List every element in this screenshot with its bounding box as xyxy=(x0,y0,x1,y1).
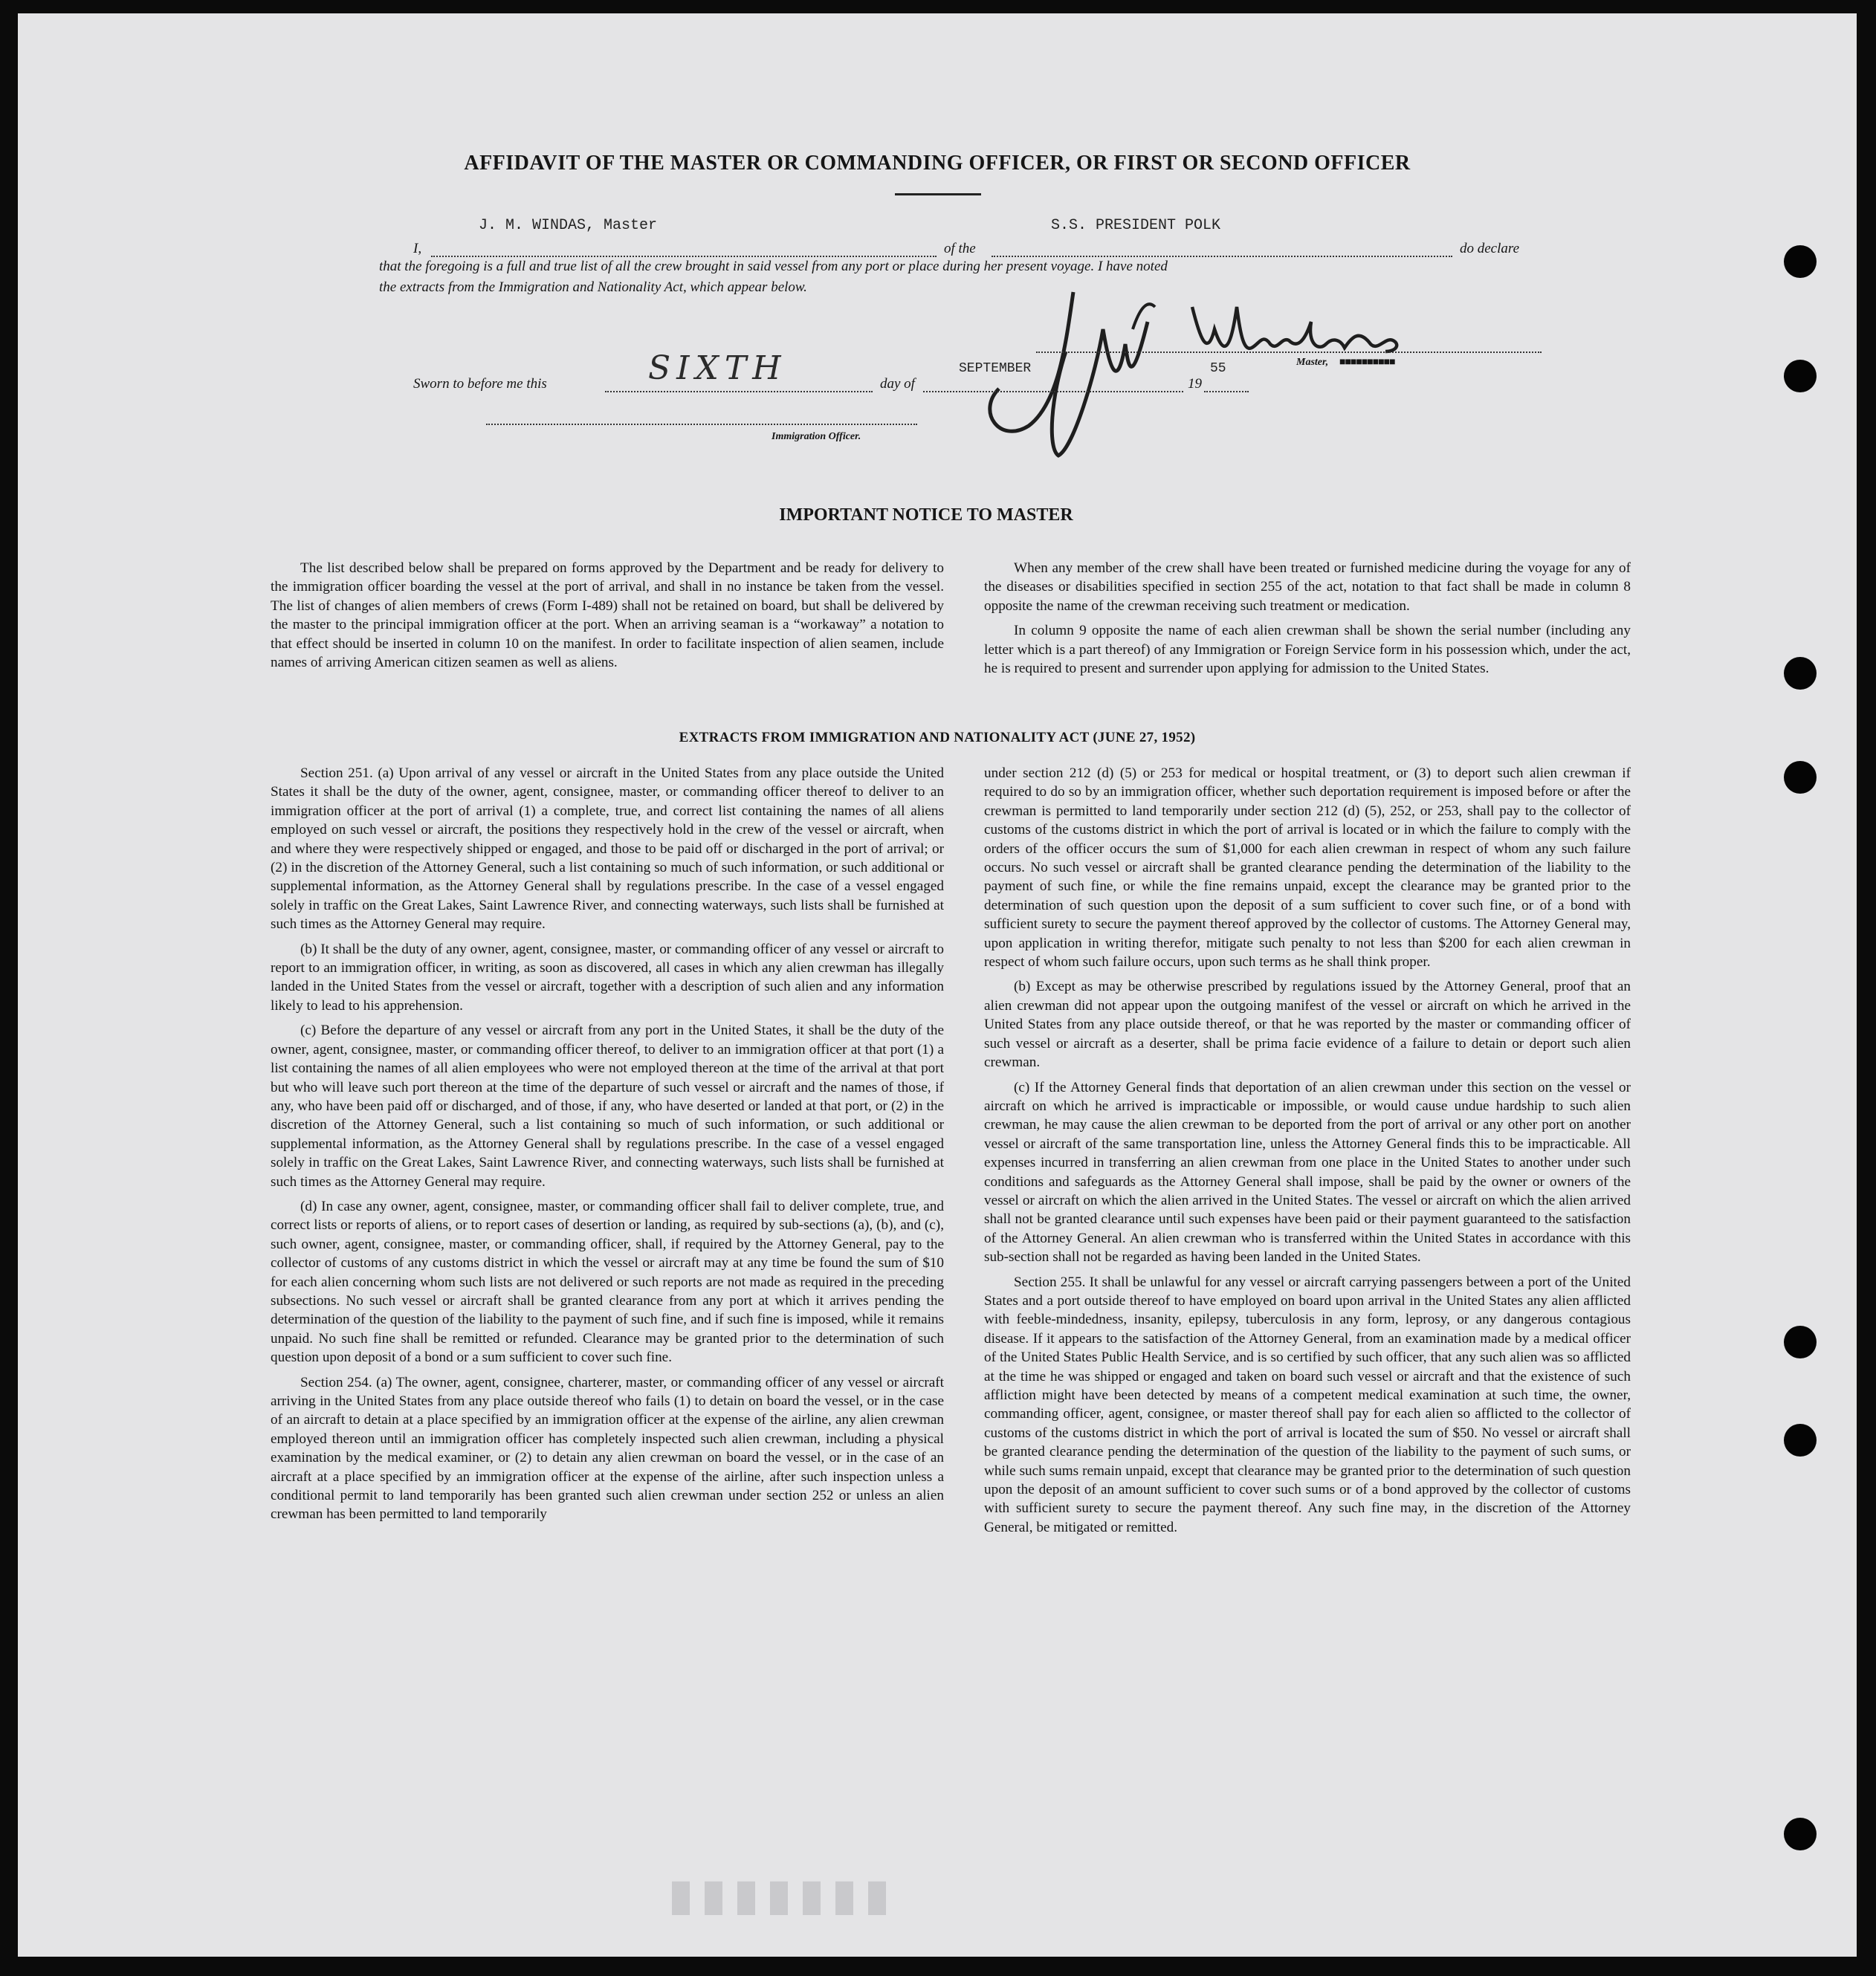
punch-hole xyxy=(1784,360,1817,392)
year-field-line xyxy=(1204,391,1249,392)
vessel-field-line xyxy=(992,256,1452,257)
act-paragraph: (b) Except as may be otherwise prescribed by regulations issued by the Attorney General, proof that an alien crewman did not appear upon the outgoing manifest of the vessel or aircraft on which he arrived in the United States from any place outside thereof, or that he was reported by the master or commanding officer of such vessel or aircraft as a deserter, shall be prima facie evidence of a failure to detain or deport such alien crewman. xyxy=(984,979,1631,1071)
master-name: J. M. WINDAS, Master xyxy=(479,217,658,234)
day-of-label: day of xyxy=(880,376,915,392)
notice-paragraph: When any member of the crew shall have been treated or furnished medicine during the voyage for any of the diseases or disabilities specified in section 255 of the act, notation to that fact shall be made in column 8 opposite the name of the crewman receiving such treatment or medication. xyxy=(984,560,1631,614)
affidavit-statement-line: that the foregoing is a full and true list of all the crew brought in said vessel from any port or place during her present voyage. I have noted xyxy=(379,259,1168,274)
punch-hole xyxy=(1784,1424,1817,1457)
of-the-label: of the xyxy=(944,241,976,256)
affidavit-statement-line: the extracts from the Immigration and Nationality Act, which appear below. xyxy=(379,279,807,295)
i-label: I, xyxy=(413,241,422,256)
punch-hole xyxy=(1784,245,1817,278)
officer-caption: Immigration Officer. xyxy=(772,431,861,442)
notice-left-column xyxy=(271,559,944,678)
name-field-line xyxy=(431,256,937,257)
vessel-name: S.S. PRESIDENT POLK xyxy=(1051,217,1221,234)
act-paragraph: Section 255. It shall be unlawful for any vessel or aircraft carrying passengers between a port of the United States and a port outside thereof to have employed on board upon arrival in the United States any alien afflicted with feeble-mindedness, insanity, epilepsy, tuberculosis in any form, leprosy, or any dangerous contagious disease. If it appears to the satisfaction of the Attorney General, from an examination made by a medical officer of the United States Public Health Service, and is so certified by such officer, that any such alien was so afflicted at the time he was shipped or engaged and taken on board such vessel or aircraft and that the existence of such affliction might have been detected by means of a competent medical examination at such time, the owner, commanding officer, agent, consignee, or master thereof shall pay for each alien so afflicted to the collector of customs of the customs district in which the port of arrival is located the sum of $50. No vessel or aircraft shall be granted clearance pending the determination of the question of the liability to the payment of such sums, or while such sums remain unpaid, except that clearance may be granted prior to the determination of such question upon the deposit of an amount sufficient to cover such sums or of a bond approved by the collector of customs with sufficient surety to secure the payment thereof. Any such fine may, in the discretion of the Attorney General, be mitigated or remitted. xyxy=(984,1274,1631,1535)
sworn-label: Sworn to before me this xyxy=(413,376,547,392)
master-signature-line xyxy=(1036,352,1542,353)
bleed-through-mark: ███████ xyxy=(672,1882,902,1916)
struck-caption: ■■■■■■■■■■ xyxy=(1339,357,1395,368)
punch-hole xyxy=(1784,1818,1817,1850)
master-caption: Master, xyxy=(1296,357,1329,368)
act-paragraph: (b) It shall be the duty of any owner, agent, consignee, master, or commanding officer of any vessel or aircraft to report to an immigration officer, in writing, as soon as discovered, all cases in which any alien crewman has illegally landed in the United States from the vessel or aircraft, together with a description of such alien and any information likely to lead to his apprehension. xyxy=(271,941,944,1014)
month-field-line xyxy=(923,391,1183,392)
punch-hole xyxy=(1784,1326,1817,1358)
notice-right-column xyxy=(984,559,1631,684)
extracts-right-column xyxy=(984,764,1631,1543)
officer-signature-line xyxy=(486,424,917,425)
punch-hole xyxy=(1784,761,1817,794)
sworn-year: 55 xyxy=(1210,361,1226,376)
extracts-left-column xyxy=(271,764,944,1530)
notice-paragraph: In column 9 opposite the name of each alien crewman shall be shown the serial number (including any letter which is a part thereof) of any Immigration or Foreign Service form in his possession which, under the act, he is required to present and surrender upon applying for admission to the United States. xyxy=(984,623,1631,677)
punch-hole xyxy=(1784,657,1817,690)
document-page xyxy=(18,13,1857,1957)
act-paragraph: Section 251. (a) Upon arrival of any vessel or aircraft in the United States from any place outside the United States it shall be the duty of the owner, agent, consignee, master, or commanding officer thereof to deliver to an immigration officer at the port of arrival (1) a complete, true, and correct list containing the names of all aliens employed on such vessel or aircraft, the positions they respectively hold in the crew of the vessel or aircraft, when and where they were respectively shipped or engaged, and those to be paid off or discharged in the port of arrival; or (2) in the discretion of the Attorney General, such a list containing so much of such information, or such additional or supplemental information, as the Attorney General shall by regulations prescribe. In the case of a vessel engaged solely in traffic on the Great Lakes, Saint Lawrence River, and connecting waterways, such lists shall be furnished at such times as the Attorney General may require. xyxy=(271,765,944,933)
extracts-heading: EXTRACTS FROM IMMIGRATION AND NATIONALITY ACT (JUNE 27, 1952) xyxy=(679,730,1196,745)
notice-paragraph: The list described below shall be prepared on forms approved by the Department and be ready for delivery to the immigration officer boarding the vessel at the port of arrival, and shall in no instance be taken from the vessel. The list of changes of alien members of crews (Form I-489) shall not be retained on board, but shall be delivered by the master to the principal immigration officer at the port. When an arriving seaman is a “workaway” a notation to that effect should be inserted in column 10 on the manifest. In order to facilitate inspection of alien seamen, include names of arriving American citizen seamen as well as aliens. xyxy=(271,560,944,671)
act-paragraph: under section 212 (d) (5) or 253 for medical or hospital treatment, or (3) to deport such alien crewman if required to do so by an immigration officer, whether such deportation requirement is imposed before or after the crewman is permitted to land temporarily under section 212 (d) (5), 252, or 253, shall pay to the collector of customs of the customs district in which the port of arrival is located or in which the failure to comply with the orders of the officer occurs the sum of $1,000 for each alien crewman in respect of whom any such failure occurs. No such vessel or aircraft shall be granted clearance pending the determination of the liability to the payment of such fine, or while the fine remains unpaid, except the clearance may be granted prior to the determination of such question upon the deposit of a sum sufficient to cover such fine, or of a bond with sufficient surety to secure the payment thereof approved by the collector of customs. The Attorney General may, upon application in writing therefor, mitigate such penalty to not less than $200 for each alien crewman in respect of whom such failure occurs, upon such terms as he shall think proper. xyxy=(984,765,1631,971)
title-underline xyxy=(895,193,981,195)
do-declare-label: do declare xyxy=(1460,241,1520,256)
act-paragraph: Section 254. (a) The owner, agent, consignee, charterer, master, or commanding officer of any vessel or aircraft arriving in the United States from any place outside thereof who fails (1) to detain on board the vessel, or in the case of an aircraft to detain at a place specified by an immigration officer at the expense of the airline, any alien crewman employed thereon until an immigration officer has completely inspected such alien crewman, including a physical examination by the medical examiner, or (2) to detain any alien crewman on board the vessel, or in the case of an aircraft at a place specified by an immigration officer at the expense of the airline, after such inspection unless a conditional permit to land temporarily has been granted such alien crewman under section 252 or unless an alien crewman has been permitted to land temporarily xyxy=(271,1374,944,1523)
sworn-day: SIXTH xyxy=(648,349,787,387)
day-field-line xyxy=(605,391,873,392)
year-prefix: 19 xyxy=(1188,376,1202,392)
notice-heading: IMPORTANT NOTICE TO MASTER xyxy=(779,505,1073,525)
act-paragraph: (d) In case any owner, agent, consignee, master, or commanding officer shall fail to deliver complete, true, and correct lists or reports of aliens, or to report cases of desertion or landing, as required by sub-sections (a), (b), and (c), such owner, agent, consignee, master, or commanding officer, shall, if required by the Attorney General, pay to the collector of customs of any customs district in which the vessel or aircraft may at any time be found the sum of $10 for each alien concerning whom such lists are not delivered or such reports are not made as required in the preceding subsections. No such vessel or aircraft shall be granted clearance from any port at which it arrives pending the determination of the question of the liability to the payment of such fine, and if such fine is imposed, while it remains unpaid. No such fine shall be remitted or refunded. Clearance may be granted prior to the determination of such question upon deposit of a bond or a sum sufficient to cover such fine. xyxy=(271,1198,944,1366)
act-paragraph: (c) Before the departure of any vessel or aircraft from any port in the United States, it shall be the duty of the owner, agent, consignee, master, or commanding officer thereof, to deliver to an immigration officer at that port (1) a list containing the names of all alien employees who were not employed thereon at the time of the arrival at that port but who will leave such port thereon at the time of the departure of such vessel or aircraft and the names of those, if any, who have been paid off or discharged, and of those, if any, who have deserted or landed at that port, or (2) in the discretion of the Attorney General, such a list containing so much of such information, or such additional or supplemental information, as the Attorney General shall by regulations prescribe. In the case of a vessel engaged solely in traffic on the Great Lakes, Saint Lawrence River, and connecting waterways, such lists shall be furnished at such times as the Attorney General may require. xyxy=(271,1023,944,1190)
sworn-month: SEPTEMBER xyxy=(959,361,1032,376)
act-paragraph: (c) If the Attorney General finds that deportation of an alien crewman under this section on the vessel or aircraft on which he arrived is impracticable or impossible, or would cause undue hardship to such alien crewman, he may cause the alien crewman to be deported from the port of arrival or any other port on another vessel or aircraft of the same transportation line, unless the Attorney General finds this to be impracticable. All expenses incurred in transferring an alien crewman from one place in the United States to another under such conditions and safeguards as the Attorney General shall impose, shall be paid by the owner or owners of the vessel or aircraft on which the alien arrived in the United States. The vessel or aircraft on which the alien arrived shall not be granted clearance until such expenses have been paid or their payment guaranteed to the satisfaction of the Attorney General. An alien crewman who is transferred within the United States in accordance with this sub-section shall not be regarded as having been landed in the United States. xyxy=(984,1079,1631,1266)
document-title: AFFIDAVIT OF THE MASTER OR COMMANDING OFFICER, OR FIRST OR SECOND OFFICER xyxy=(464,152,1411,175)
